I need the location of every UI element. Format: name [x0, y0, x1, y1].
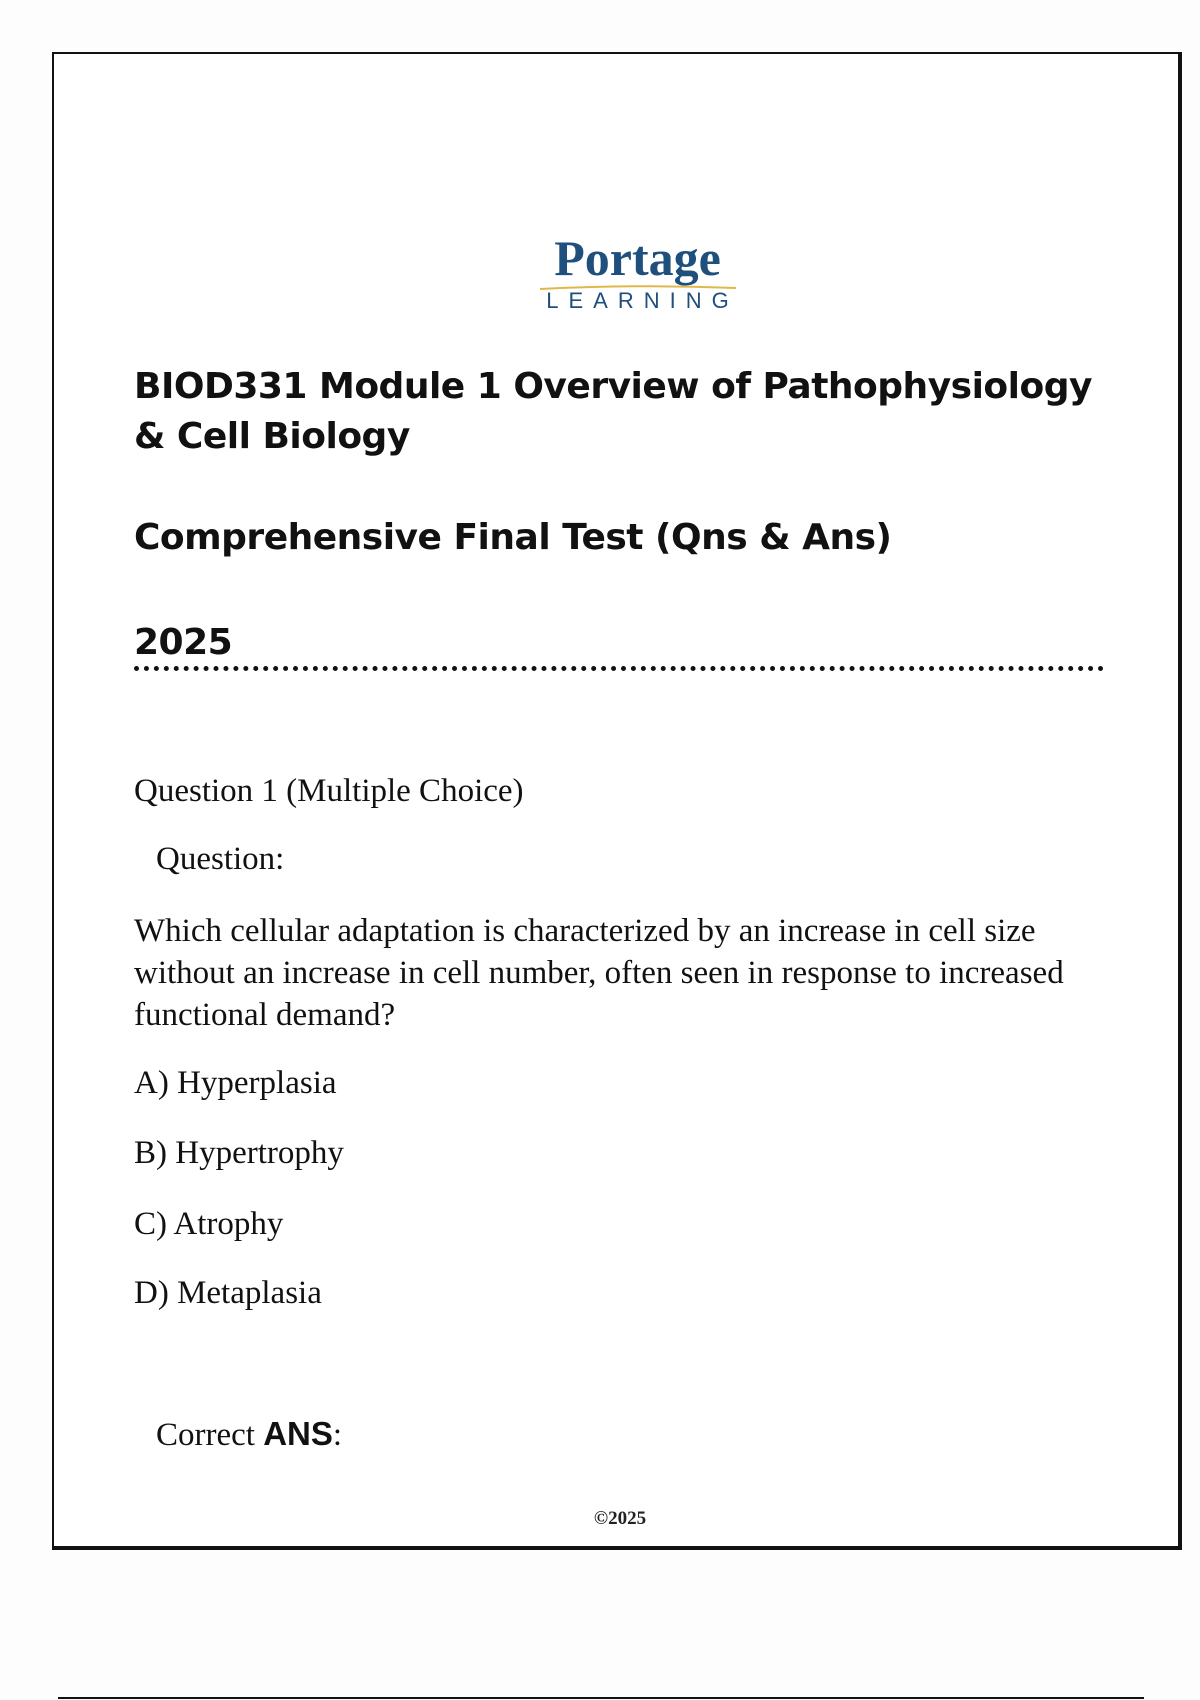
- portage-learning-logo: [535, 232, 740, 322]
- option-b: B) Hypertrophy: [134, 1135, 344, 1171]
- correct-answer-prefix: Correct: [156, 1417, 264, 1453]
- document-title: BIOD331 Module 1 Overview of Pathophysiology & Cell Biology: [134, 366, 1092, 457]
- document-year: 2025: [134, 622, 233, 663]
- logo-tagline: LEARNING: [546, 288, 739, 313]
- correct-answer-suffix: :: [332, 1417, 343, 1453]
- option-a: A) Hyperplasia: [134, 1065, 337, 1101]
- logo-wordmark: Portage: [554, 230, 721, 286]
- correct-answer-line: [156, 1413, 342, 1456]
- question-text: Which cellular adaptation is characterized by an increase in cell size without an increase in cell number, often seen in response to increased functional demand?: [134, 913, 1064, 1033]
- bottom-divider: [58, 1697, 1144, 1699]
- question-heading: Question 1 (Multiple Choice): [134, 773, 524, 809]
- question-label: Question:: [156, 841, 285, 877]
- option-d: D) Metaplasia: [134, 1275, 322, 1311]
- dotted-divider: [134, 666, 1104, 671]
- correct-answer-strong: ANS: [263, 1415, 333, 1452]
- document-subtitle: Comprehensive Final Test (Qns & Ans): [134, 517, 892, 558]
- copyright-notice: ©2025: [593, 1508, 647, 1529]
- option-c: C) Atrophy: [134, 1206, 284, 1242]
